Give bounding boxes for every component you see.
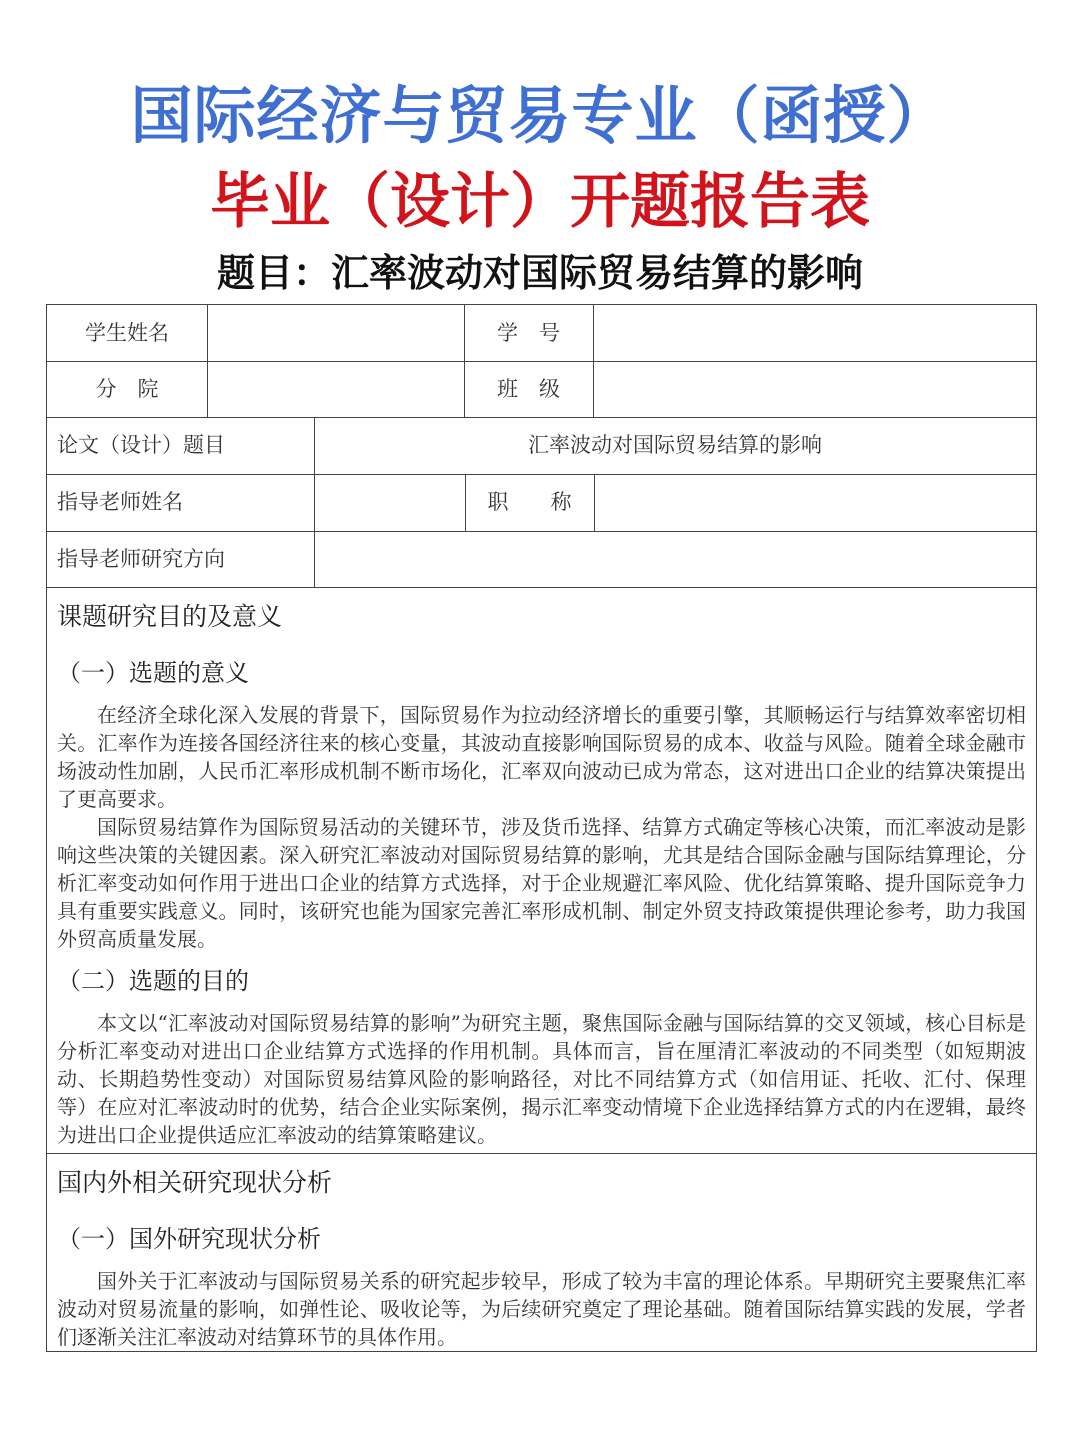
branch-label: 分 院 <box>95 377 159 401</box>
class-label: 班 级 <box>497 377 560 401</box>
row-divider <box>47 1153 1036 1154</box>
advisor-direction-field[interactable] <box>314 531 1036 587</box>
paragraph: 本文以“汇率波动对国际贸易结算的影响”为研究主题，聚焦国际金融与国际结算的交叉领域，核心目标是分析汇率变动对进出口企业结算方式选择的作用机制。具体而言，旨在厘清汇率波动的不同类型（如短期波动、长期趋势性变动）对国际贸易结算风险的影响路径，对比不同结算方式（如信用证、托收、汇付、保理等）在应对汇率波动时的优势，结合企业实际案例，揭示汇率变动情境下企业选择结算方式的内在逻辑，最终为进出口企业提供适应汇率波动的结算策略建议。 <box>57 1011 1026 1147</box>
advisor-direction-label: 指导老师研究方向 <box>57 547 225 571</box>
advisor-title-field[interactable] <box>594 474 1036 531</box>
section-heading: 国内外相关研究现状分析 <box>57 1168 333 1197</box>
student-name-label: 学生姓名 <box>85 321 169 345</box>
section-heading: 课题研究目的及意义 <box>57 602 283 631</box>
section-research-purpose <box>47 601 1036 1149</box>
advisor-name-label: 指导老师姓名 <box>57 490 183 514</box>
main-title: 国际经济与贸易专业（函授） <box>130 79 950 152</box>
advisor-title-label: 职 称 <box>487 490 572 514</box>
subsection-heading: （一）国外研究现状分析 <box>57 1225 321 1253</box>
student-id-label: 学 号 <box>497 321 560 345</box>
advisor-name-field[interactable] <box>314 474 465 531</box>
class-field[interactable] <box>593 361 1036 417</box>
thesis-title-field[interactable]: 汇率波动对国际贸易结算的影响 <box>528 433 822 457</box>
student-id-field[interactable] <box>593 305 1036 361</box>
section-research-status <box>47 1167 1036 1351</box>
branch-field[interactable] <box>207 361 464 417</box>
subsection-heading: （一）选题的意义 <box>57 659 249 687</box>
subsection-heading: （二）选题的目的 <box>57 967 249 995</box>
paragraph: 国际贸易结算作为国际贸易活动的关键环节，涉及货币选择、结算方式确定等核心决策，而汇率波动是影响这些决策的关键因素。深入研究汇率波动对国际贸易结算的影响，尤其是结合国际金融与国际结算理论，分析汇率变动如何作用于进出口企业的结算方式选择，对于企业规避汇率风险、优化结算策略、提升国际竞争力具有重要实践意义。同时，该研究也能为国家完善汇率形成机制、制定外贸支持政策提供理论参考，助力我国外贸高质量发展。 <box>57 815 1026 951</box>
row-divider <box>47 587 1036 588</box>
report-form-table <box>46 304 1037 1352</box>
thesis-title-label: 论文（设计）题目 <box>57 433 225 457</box>
topic-title: 题目：汇率波动对国际贸易结算的影响 <box>216 250 863 295</box>
student-name-field[interactable] <box>207 305 464 361</box>
paragraph: 在经济全球化深入发展的背景下，国际贸易作为拉动经济增长的重要引擎，其顺畅运行与结算效率密切相关。汇率作为连接各国经济往来的核心变量，其波动直接影响国际贸易的成本、收益与风险。随着全球金融市场波动性加剧，人民币汇率形成机制不断市场化，汇率双向波动已成为常态，这对进出口企业的结算决策提出了更高要求。 <box>57 703 1026 811</box>
sub-title: 毕业（设计）开题报告表 <box>210 167 870 237</box>
paragraph: 国外关于汇率波动与国际贸易关系的研究起步较早，形成了较为丰富的理论体系。早期研究主要聚焦汇率波动对贸易流量的影响，如弹性论、吸收论等，为后续研究奠定了理论基础。随着国际结算实践的发展，学者们逐渐关注汇率波动对结算环节的具体作用。 <box>57 1269 1026 1349</box>
